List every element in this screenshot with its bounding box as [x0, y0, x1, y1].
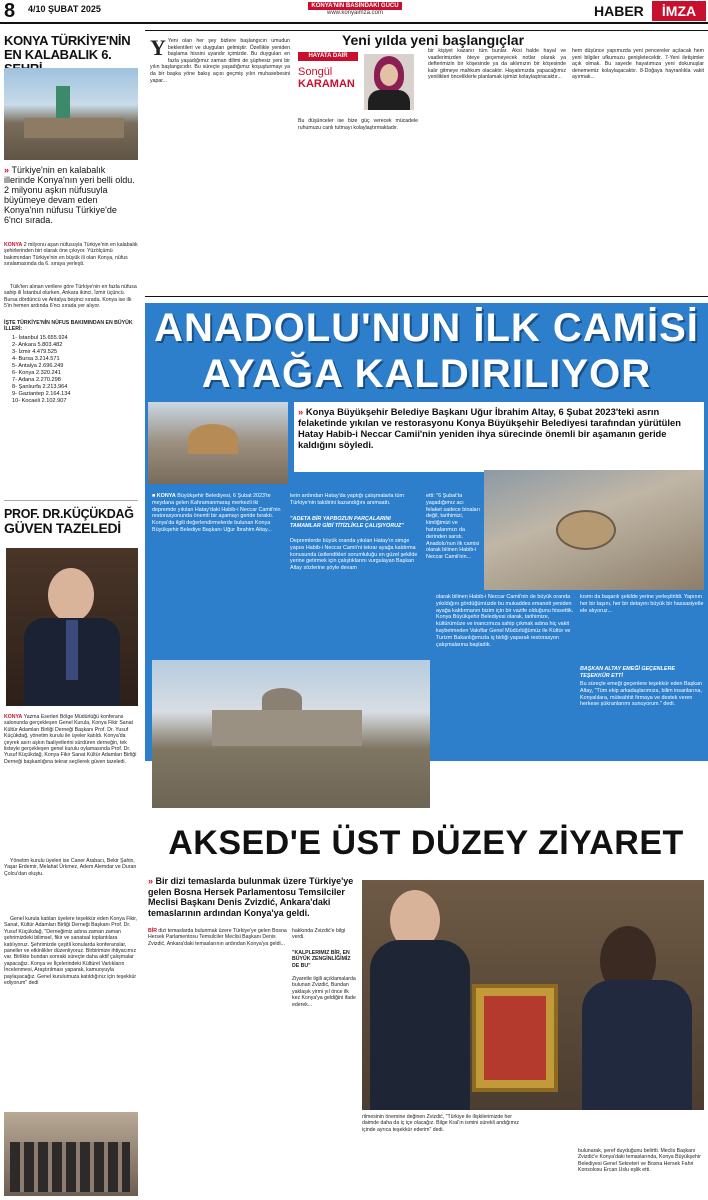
mosque-col4: kısmı da başarılı şekilde yerine yerleştirildi. Yapının her bir taşını, her bir detayını büyük bir hassasiyetle ele alıyoruz...	[580, 594, 704, 614]
brand-logo-imza: İMZA	[652, 1, 706, 21]
column-col2: bir kişiyet kazanır tüm bunlar. Aksi halde hayal ve vaatlerimizden öteye geçemeyecek notlar olarak ya defterimizin bir köşesinde ya da aklımızın bir köşesinde kalır gitmeye mahkum olacaktır. Hayatımızda yapacağımız yenilikleri önceliklerle planlamak işimizi kolaylaştıracaktır...	[428, 48, 566, 81]
mosque-col5: Bu süreçte emeği geçenlere teşekkür eden Başkan Altay, "Tüm ekip arkadaşlarımıza, bilim insanlarına, Konyalılara, müteahhit firmaya ve destek veren herkese şükranlarımı sunuyorum." dedi.	[580, 681, 702, 708]
population-rank-item: 2- Ankara 5.803.482	[12, 342, 63, 348]
aksed-col5: bulunarak, şeref duyduğunu belirtti. Meclis Başkanı Zvizdić'e Konya'daki temaslarında, Konya Büyükşehir Belediyesi Genel Sekreteri ve Bosna Hersek Fahri Konsolosu Ercan Uslu eşlik etti.	[578, 1148, 701, 1174]
mosque-dome-photo	[148, 402, 288, 484]
aksed-lede: » Bir dizi temaslarda bulunmak üzere Türkiye'ye gelen Bosna Hersek Parlamentosu Temsilciler Meclisi Başkanı Denis Zvizdić, Ankara'daki temaslarının ardından Konya'ya geldi.	[148, 876, 354, 918]
population-rank-item: 3- İzmir 4.479.525	[12, 349, 58, 355]
issue-date: 4/10 ŞUBAT 2025	[28, 4, 101, 14]
left-story-title: KONYA TÜRKİYE'NİN EN KALABALIK 6.	[4, 33, 131, 62]
aksed-title: AKSED'E ÜST DÜZEY ZİYARET	[168, 824, 684, 862]
column-col3: hem düşünce yapımızda yeni pencereler açılacak hem yeni bilgiler ufkumuzu genişletecektir. 7-Yeni iletişimler açık olmak. Bu sayede hayatımıza yeni dokunuşlar denememiz kolaylaşacaktır. 8-Doğaya hayranlıkla vakit ayırmak...	[572, 48, 704, 81]
column-section-badge: HAYATA DAİR	[298, 52, 358, 61]
population-rank-item: 1- İstanbul 15.655.924	[12, 335, 68, 341]
aksed-col2: hakkında Zvizdić'e bilgi verdi.	[292, 928, 346, 941]
left-story2-body2: Yönetim kurulu üyeleri ise Caner Arabacı, Bekir Şahin, Yaşar Erdemir, Melahat Ürkmez, Adem Alemdar ve Duran Çolcu'dan oluştu.	[4, 858, 137, 877]
page-number: 8	[4, 0, 16, 22]
website-link[interactable]: www.konyaimza.com	[326, 10, 383, 16]
general-assembly-photo	[4, 1112, 138, 1196]
population-rank-item: 4- Bursa 3.214.571	[12, 356, 60, 362]
left-story-lede: » Türkiye'nin en kalabalık illerinde Konya'nın yeri belli oldu. 2 milyonu aşkın nüfusuyla büyümeye devam eden Konya'nın nüfusu Türkiye'de 6'ncı sırada.	[4, 165, 135, 225]
mosque-lede: » Konya Büyükşehir Belediye Başkanı Uğur İbrahim Altay, 6 Şubat 2023'teki asrın felaketinde yıkılan ve restorasyonu Konya Büyükşehir Belediyesi tarafından yürütülen Hatay Habib-i Neccar Camii'nin yeniden ihya sürecinde önemli bir aşamanın geride kaldığını söyledi.	[298, 406, 681, 450]
population-rank-item: 5- Antalya 2.696.249	[12, 363, 64, 369]
mosque-title-line2: AYAĞA KALDIRILIYOR	[201, 352, 652, 396]
left-story-body2: Tüik'ten alınan verilere göre Türkiye'nin en fazla nüfusa sahip ili İstanbul olurken, Ankara ikinci, İzmir üçüncü. Bursa dördüncü ve Antalya beşinci sırada. Konya ise ilk 5'in hemen ardında 6'ncı sırada yer alıyor.	[4, 284, 137, 310]
population-rank-item: 10- Kocaeli 2.102.907	[12, 398, 67, 404]
mosque-col3b: olarak bilinen Habib-i Neccar Camii'nin de büyük oranda yıkıldığını gördüğümüzde bu mukaddes emaneti yeniden ayağa kaldırmanın bizim için bir vazife olduğunu hissettik. Konya Büyükşehir Belediyesi olarak, tarihimize, kültürümüze ve inancımıza sahip çıkmak adına hiç vakit kaybetmeden Vakıflar Genel Müdürlüğümüz ile Kültür ve Turizm Bakanlığımızla iş birliği yaparak restorasyon çalışmalarına başladık.	[436, 594, 574, 648]
population-rank-item: 6- Konya 2.320.241	[12, 370, 61, 376]
mosque-col2b: Depremlerde büyük oranda yıkılan Hatay'ın simge yapısı Habib-i Neccar Camii'ni tekrar ayağa kaldırma konusunda üstlendikleri sorumluluğu en güzel şekilde yerine getirmek için çalıştıklarını vurgulayan Başkan Altay sözlerine şöyle devam	[290, 538, 418, 572]
aksed-col3: Ziyaretle ilgili açıklamalarda bulunan Zvizdić, Bundan yaklaşık yirmi yıl önce ilk kez Konya'ya geldiğini ifade ederek...	[292, 976, 356, 1008]
ranking-title: İŞTE TÜRKİYE'NİN NÜFUS BAKIMINDAN EN BÜYÜK İLLERİ:	[4, 320, 133, 333]
mevlana-photo	[4, 68, 138, 160]
aksed-visit-photo	[362, 880, 704, 1110]
author-first-name: Songül	[298, 66, 333, 78]
header-rule	[0, 22, 708, 24]
population-ranking-list	[12, 335, 138, 405]
left-story-body1: KONYA 2 milyonu aşan nüfusuyla Türkiye'nin en kalabalık şehirlerinden biri olarak öne çıkıyor. Yüzölçümü bakımından Türkiye'nin en büyük ili olan Konya, nüfus sıralamasında da 6. sıraya yerleşti.	[4, 242, 138, 268]
mosque-col3: etti: "6 Şubat'ta yaşadığımız acı felaket sadece binaları değil, tarihimizi, kimliğimizi ve hatıralarımızı da derinden sarstı. Anadolu'nun ilk camisi olarak bilinen Habib-i Neccar Camii'nin...	[426, 493, 480, 561]
left-story2-body3: Genel kurula katılan üyelere teşekkür eden Konya Fikir, Sanat, Kültür Adamları Birliği Derneği Başkanı Prof. Dr. Yusuf Küçükdağ, "Derneğimiz adına zaman zaman şehrimizdeki bilimsel, fikir ve sanatsal toplantılara katılıyoruz. Şehrimizde çeşitli konularda konferanslar, paneller ve etkinlikler düzenliyoruz. Birbirimize ihtiyacımız var. Birlikte bundan sonraki süreçte daha aktif çalışmalar yapacağız. Konya ve İlçelerindeki Kültürel Varlıkların İncelenmesi, Araştırılması yaparak, kamuoyuyla paylaşacağız. Genel kurulumuza katıldığınız için teşekkür ediyorum" dedi	[4, 916, 138, 987]
population-rank-item: 9- Gaziantep 2.164.134	[12, 391, 71, 397]
mosque-aerial-photo	[484, 470, 704, 590]
population-rank-item: 8- Şanlıurfa 2.213.964	[12, 384, 68, 390]
mosque-col1: ■ KONYA Büyükşehir Belediyesi, 6 Şubat 2023'te meydana gelen Kahramanmaraş merkezli iki depremde yıkılan Hatay'daki Habib-i Neccar Camii'nin restorasyonunda önemli bir aşamayı geride bıraktı. Konya'da ilgili değerlendirmelerde bulunan Konya Büyükşehir Belediye Başkanı Uğur İbrahim Altay...	[152, 493, 281, 533]
kucukdag-portrait	[6, 548, 138, 706]
mosque-subhead2: BAŞKAN ALTAY EMEĞİ GEÇENLERE TEŞEKKÜR ETTİ	[580, 666, 675, 679]
column-col1b: Bu düşünceler ise bize güç verecek mücadele ruhumuzu canlı tutmayı kolaylaştırmaktadır.	[298, 118, 418, 131]
population-rank-item: 7- Adana 2.270.298	[12, 377, 61, 383]
column-col1: Y Yeni olan her şey bizlere başlangıcın umudun beklentileri ve duyguları gelmiştir. Özellikle yeniden başlama hissini uyandır içimizde. Bu duyguları en fazla yaşadığımız zaman dilimi de şüphesiz yeni bir yılın başlangıcıdır. Bu süreçte yaşadığımız koşuşturmayı ya da bir başka yöne bakış açısı geçmiş yılın muhasebesini yapar...	[150, 35, 290, 84]
left-story2-body1: KONYA Yazma Eserleri Bölge Müdürlüğü konferans salonunda gerçekleşen Genel Kurula, Konya Fikir Sanat Kültür Adamları Birliği Derneği Başkanı Prof. Dr. Yusuf Küçükdağ, yönetim kurulu ile üyeler katıldı. Konya'da çeyrek asırı aşkın faaliyetlerini sürdüren derneğin, tek listeyle gerçekleşen genel kurulu oylamasında Prof. Dr. Yusuf Küçükdağ, Konya Fikir Sanat Kültür Adamları Birliği Derneği başkanlığına tekrar seçilerek güven tazeledi.	[4, 714, 137, 765]
paper-motto: KONYA'NIN BASINDAKİ GÜCÜ	[308, 2, 402, 10]
mosque-title-line1: ANADOLU'NUN İLK CAMİSİ	[154, 306, 699, 350]
author-last-name: KARAMAN	[298, 78, 355, 90]
left-story2-title: PROF. DR.KÜÇÜKDAĞ GÜVEN TAZELEDİ	[4, 507, 134, 536]
mosque-courtyard-photo	[152, 660, 430, 808]
aksed-col1: BİR dizi temaslarda bulunmak üzere Türkiye'ye gelen Bosna Hersek Parlamentosu Temsilciler Meclisi Başkanı Denis Zvizdić, Ankara'daki temaslarının ardından Konya'ya geldi...	[148, 928, 287, 947]
mosque-subhead: "ADETA BİR YAPBOZUN PARÇALARINI TAMAMLAR GİBİ TİTİZLİKLE ÇALIŞIYORUZ"	[290, 516, 404, 529]
column-title: Yeni yılda yeni başlangıçlar	[341, 32, 525, 48]
mosque-col2: lerin ardından Hatay'da yaptığı çalışmalarla tüm Türkiye'nin takdirini kazandığını anımsattı.	[290, 493, 404, 506]
aksed-col4: rilmesinin önemine değinen Zvizdić, "Türkiye ile ilişkilerimizde her daimde daha da iç içe olacağız. Bilge Kral'ın ismini sürekli andığımız içinde ayrıca teşekkür ederim" dedi.	[362, 1114, 519, 1133]
brand-logo-haber: HABER	[594, 3, 644, 19]
author-photo	[364, 54, 414, 110]
aksed-subhead: "KALPLERIMIZ BİR, EN BÜYÜK ZENGİNLİĞİMİZ DE BU"	[292, 950, 351, 969]
